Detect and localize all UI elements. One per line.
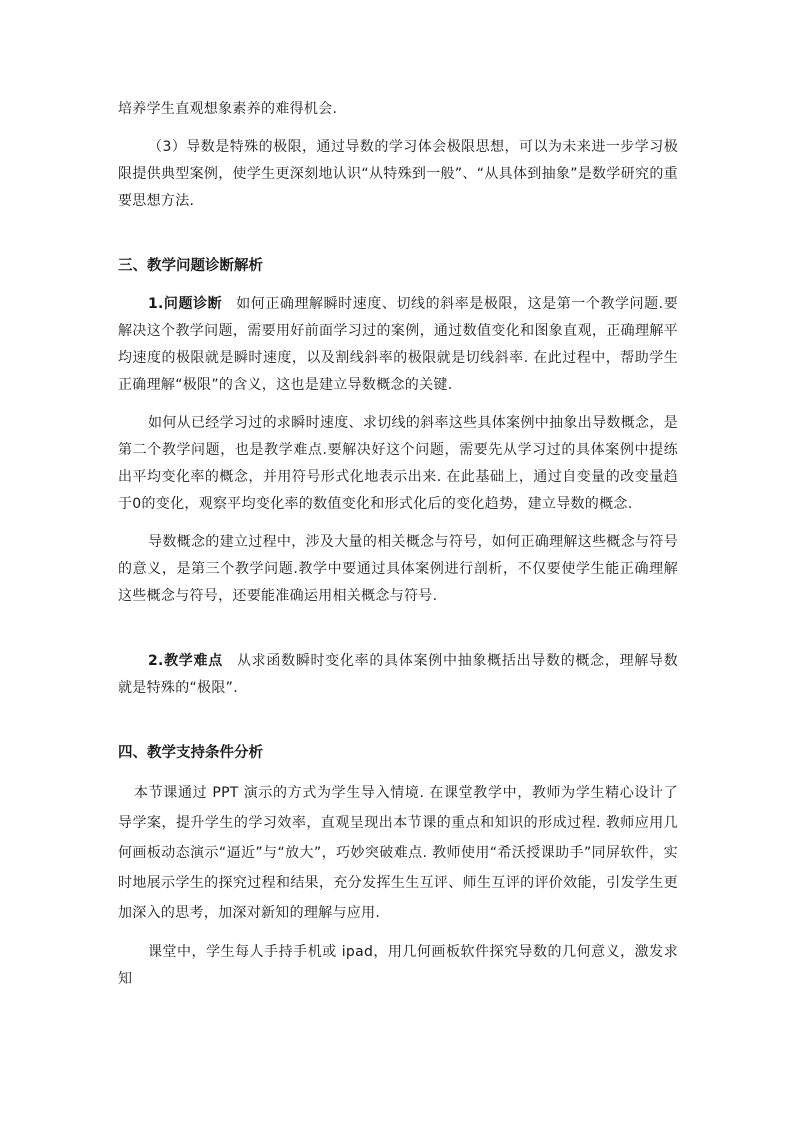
problem-diagnosis-label: 1.问题诊断: [148, 296, 223, 312]
document-page: [118, 96, 678, 993]
teaching-difficulty-label: 2.教学难点: [148, 653, 223, 669]
paragraph-point-3: （3）导数是特殊的极限，通过导数的学习体会极限思想，可以为未来进一步学习极限提供典型案例，使学生更深刻地认识“从特殊到一般”、“从具体到抽象”是数学研究的重要思想方法.: [118, 139, 678, 209]
problem-diagnosis-text: 如何正确理解瞬时速度、切线的斜率是极限，这是第一个教学问题.要解决这个教学问题，需要用好前面学习过的案例，通过数值变化和图象直观，正确理解平均速度的极限就是瞬时速度，以及割线斜率的极限就是切线斜率. 在此过程中，帮助学生正确理解“极限”的含义，这也是建立导数概念的关键.: [118, 296, 679, 393]
paragraph-classroom: 课堂中，学生每人手持手机或 ipad，用几何画板软件探究导数的几何意义，激发求知: [118, 944, 678, 987]
paragraph-problem-diagnosis: [118, 291, 678, 399]
section-title-4: 四、教学支持条件分析: [118, 745, 263, 761]
paragraph-continuation: 培养学生直观想象素养的难得机会.: [118, 101, 338, 117]
paragraph-second-problem: 如何从已经学习过的求瞬时速度、求切线的斜率这些具体案例中抽象出导数概念，是第二个教学问题，也是教学难点.要解决好这个问题，需要先从学习过的具体案例中提练出平均变化率的概念，并用符号形式化地表示出来. 在此基础上，通过自变量的改变量趋于0的变化，观察平均变化率的数值变化和形式化后的变化趋势，建立导数的概念.: [118, 415, 678, 512]
paragraph-support-conditions: 本节课通过 PPT 演示的方式为学生导入情境. 在课堂教学中，教师为学生精心设计了导学案，提升学生的学习效率，直观呈现出本节课的重点和知识的形成过程. 教师应用几何画板动态演示“逼近”与“放大”，巧妙突破难点. 教师使用“希沃授课助手”同屏软件，实时地展示学生的探究过程和结果，充分发挥生生互评、师生互评的评价效能，引发学生更加深入的思考，加深对新知的理解与应用.: [118, 785, 678, 921]
section-title-3: 三、教学问题诊断解析: [118, 258, 263, 274]
teaching-difficulty-text: 从求函数瞬时变化率的具体案例中抽象概括出导数的概念，理解导数就是特殊的“极限”.: [118, 653, 679, 696]
paragraph-third-problem: 导数概念的建立过程中，涉及大量的相关概念与符号，如何正确理解这些概念与符号的意义，是第三个教学问题.教学中要通过具体案例进行剖析，不仅要使学生能正确理解这些概念与符号，还要能准确运用相关概念与符号.: [118, 534, 678, 604]
paragraph-teaching-difficulty: [118, 648, 678, 702]
